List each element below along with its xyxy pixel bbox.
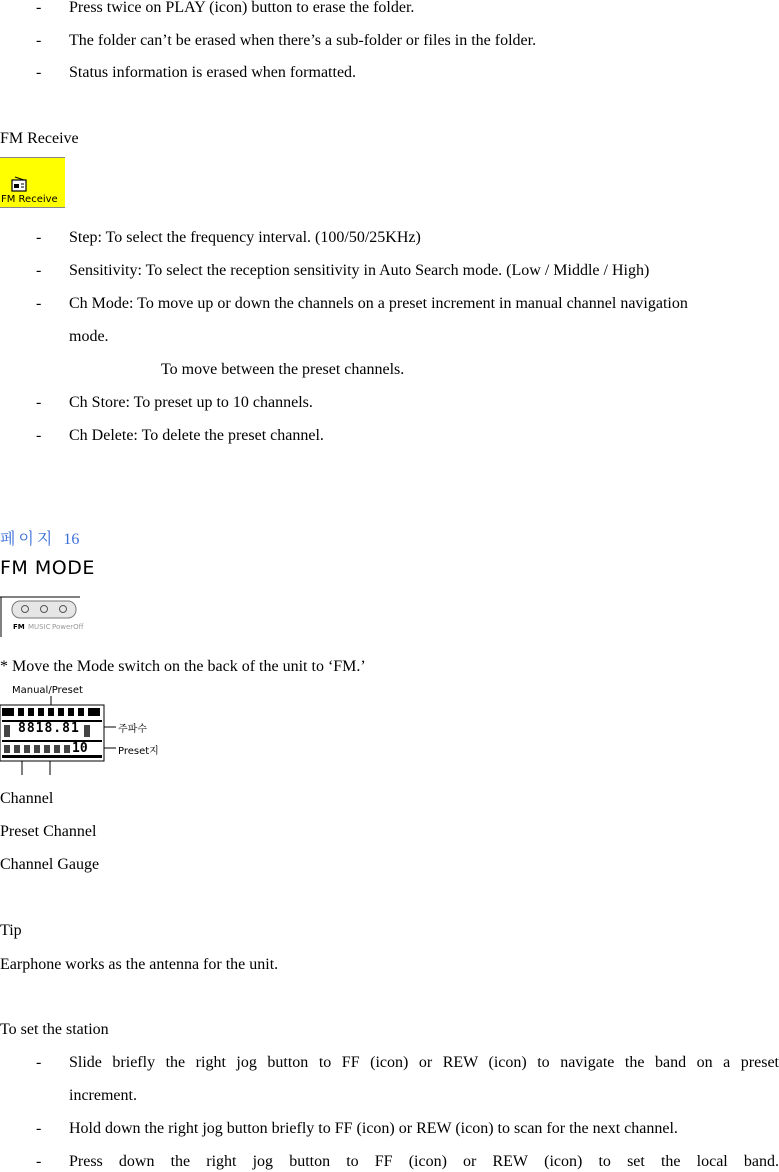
list-item (69, 1054, 779, 1072)
page-marker-glyphs: 페이지 (0, 529, 56, 548)
word: jog (252, 1153, 274, 1170)
list-item: Status information is erased when formatted. (69, 64, 357, 81)
word: the (660, 1153, 681, 1170)
bullet-dash: - (36, 427, 42, 444)
lcd-diagram (0, 685, 160, 777)
list-item: Sensitivity: To select the reception sensitivity in Auto Search mode. (Low / Middle / High) (69, 262, 650, 279)
list-item-subline: To move between the preset channels. (161, 361, 405, 378)
list-item: The folder can’t be erased when there’s a sub-folder or files in the folder. (69, 32, 537, 49)
word: the (170, 1153, 191, 1170)
set-station-heading: To set the station (0, 1021, 109, 1038)
mode-instruction: * Move the Mode switch on the back of the unit to ‘FM.’ (0, 658, 366, 675)
list-item: Ch Store: To preset up to 10 channels. (69, 394, 313, 411)
bullet-dash: - (36, 394, 42, 411)
bullet-dash: - (36, 262, 42, 279)
word: local (696, 1153, 728, 1170)
lcd-callout-frequency: 주파수 (118, 724, 147, 735)
word: to (598, 1153, 611, 1170)
list-item (69, 1153, 779, 1171)
word: (icon) (544, 1153, 583, 1170)
list-item: Ch Delete: To delete the preset channel. (69, 427, 324, 444)
list-item: Channel Gauge (0, 856, 100, 873)
word: to (346, 1153, 359, 1170)
mode-switch-graphic (0, 596, 80, 638)
lcd-label-manual-preset: Manual/Preset (12, 685, 83, 696)
fm-mode-title: FM MODE (0, 557, 95, 579)
tip-text: Earphone works as the antenna for the unit. (0, 956, 279, 973)
switch-label-poweroff: PowerOff (52, 623, 84, 631)
mode-switch-image (0, 596, 84, 638)
list-item-text: Slide briefly the right jog button to FF (icon) or REW (icon) to navigate the band on a preset (69, 1054, 779, 1071)
fm-receive-heading: FM Receive (0, 130, 79, 147)
list-item: Preset Channel (0, 823, 97, 840)
bullet-dash: - (36, 64, 42, 81)
fm-receive-icon (0, 157, 65, 208)
bullet-dash: - (36, 1120, 42, 1137)
list-item-continuation: increment. (69, 1087, 137, 1104)
tip-heading: Tip (0, 922, 22, 939)
bullet-dash: - (36, 1054, 42, 1071)
lcd-frequency-digits: 8818.81 (18, 721, 80, 736)
radio-icon (10, 176, 30, 194)
list-item: Channel (0, 790, 54, 807)
page-marker (0, 526, 79, 549)
switch-label-music: MUSIC (28, 623, 51, 631)
list-item-continuation: mode. (69, 328, 109, 345)
list-item: Ch Mode: To move up or down the channels on a preset increment in manual channel navigation (69, 295, 688, 312)
fm-receive-icon-label: FM Receive (1, 194, 58, 205)
word: Press (69, 1153, 103, 1170)
bullet-dash: - (36, 32, 42, 49)
word: or (463, 1153, 477, 1170)
word: band. (743, 1153, 779, 1170)
switch-label-fm: FM (13, 623, 25, 631)
lcd-callout-preset: Preset지 (118, 746, 159, 757)
list-item: Hold down the right jog button briefly to FF (icon) or REW (icon) to scan for the next channel. (69, 1120, 678, 1137)
word: down (118, 1153, 155, 1170)
list-item: Press twice on PLAY (icon) button to erase the folder. (69, 0, 415, 16)
bullet-dash: - (36, 0, 42, 16)
bullet-dash: - (36, 229, 42, 246)
word: right (206, 1153, 237, 1170)
word: REW (492, 1153, 529, 1170)
word: set (627, 1153, 645, 1170)
bullet-dash: - (36, 1153, 42, 1170)
word: FF (374, 1153, 393, 1170)
bullet-dash: - (36, 295, 42, 312)
lcd-preset-number: 10 (72, 741, 88, 756)
word: (icon) (408, 1153, 447, 1170)
list-item: Step: To select the frequency interval. (100/50/25KHz) (69, 229, 421, 246)
word: button (289, 1153, 331, 1170)
page-number: 16 (63, 531, 80, 548)
